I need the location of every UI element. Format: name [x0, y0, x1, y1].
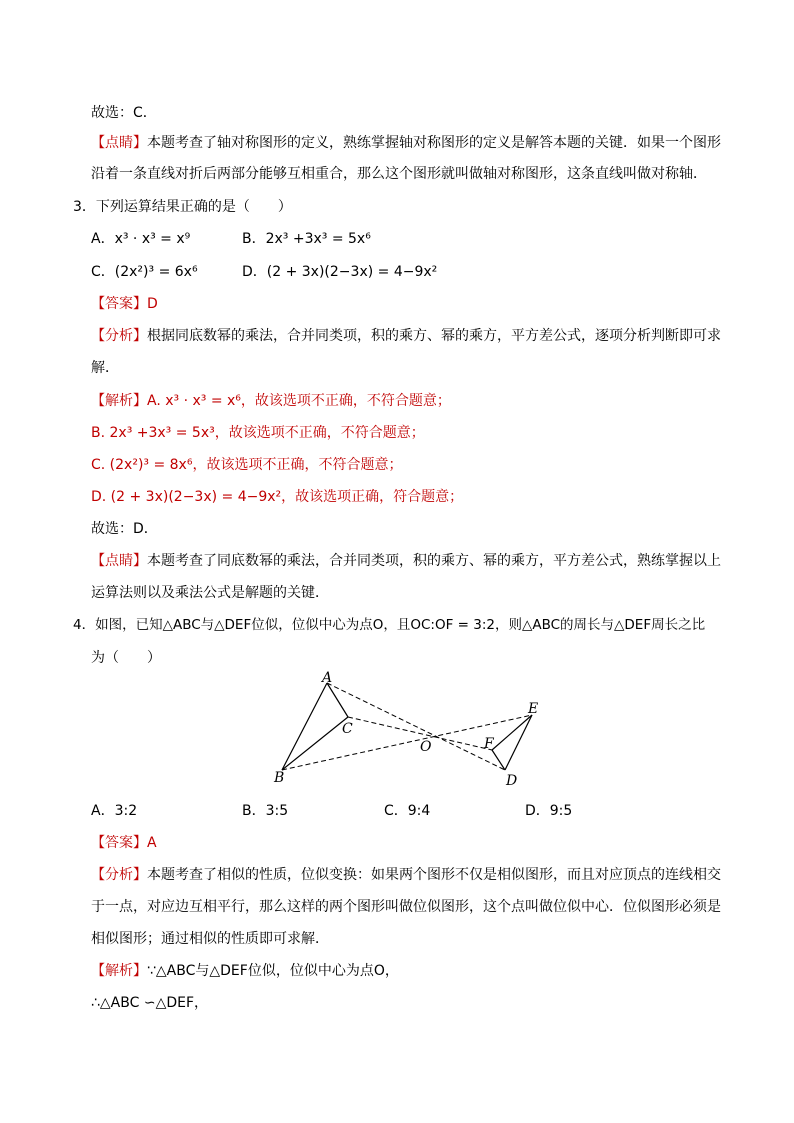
label-o: O [420, 739, 432, 755]
q3-tip-2: 运算法则以及乘法公式是解题的关键． [91, 585, 329, 601]
q4-solution-1: 【解析】∵△ABC与△DEF位似，位似中心为点O， [91, 963, 399, 979]
q3-option-c: C．(2x²)³ = 6x⁶ [91, 264, 198, 280]
segment-de [505, 715, 532, 770]
label-a: A [322, 670, 333, 686]
q3-solution-3: C. (2x²)³ = 8x⁶，故该选项不正确，不符合题意； [91, 457, 403, 473]
q3-tip-1: 【点睛】本题考查了同底数幂的乘法，合并同类项，积的乘方、幂的乘方，平方差公式，熟练掌握以上 [91, 553, 721, 569]
q3-choice: 故选：D． [91, 521, 158, 537]
q3-option-d: D．(2 + 3x)(2−3x) = 4−9x² [242, 264, 438, 280]
q4-option-b: B．3:5 [242, 803, 289, 819]
q3-answer: 【答案】D [91, 296, 158, 312]
segment-df [492, 750, 505, 770]
q4-solution-2: ∴△ABC ∽△DEF， [91, 995, 209, 1011]
q3-solution-4: D. (2 + 3x)(2−3x) = 4−9x²，故该选项正确，符合题意； [91, 489, 464, 505]
q4-answer: 【答案】A [91, 835, 157, 851]
previous-choice-line: 故选：C． [91, 105, 157, 121]
homothety-figure [260, 660, 560, 795]
q4-option-c: C．9:4 [384, 803, 431, 819]
segment-ab [282, 683, 327, 770]
q3-analysis-2: 解． [91, 360, 119, 376]
label-e: E [528, 701, 539, 717]
q4-analysis-1: 【分析】本题考查了相似的性质，位似变换：如果两个图形不仅是相似图形，而且对应顶点的连线相交 [91, 867, 721, 883]
previous-tip-line-2: 沿着一条直线对折后两部分能够互相重合，那么这个图形就叫做轴对称图形，这条直线叫做对称轴． [91, 166, 707, 182]
q3-solution-2: B. 2x³ +3x³ = 5x³，故该选项不正确，不符合题意； [91, 425, 425, 441]
q3-option-a: A．x³ · x³ = x⁹ [91, 231, 191, 247]
label-f: F [484, 736, 494, 752]
q4-analysis-3: 相似图形；通过相似的性质即可求解． [91, 931, 329, 947]
question-4-stem-1: 4．如图，已知△ABC与△DEF位似，位似中心为点O，且OC:OF = 3:2，则△ABC的周长与△DEF周长之比 [73, 617, 706, 633]
question-4-stem-2: 为（ ） [91, 650, 161, 666]
dashed-be [282, 715, 532, 770]
segment-ef [492, 715, 532, 750]
question-3-stem: 3．下列运算结果正确的是（ ） [73, 199, 292, 215]
q3-analysis-1: 【分析】根据同底数幂的乘法，合并同类项，积的乘方、幂的乘方，平方差公式，逐项分析判断即可求 [91, 328, 721, 344]
q4-option-a: A．3:2 [91, 803, 138, 819]
label-b: B [274, 770, 285, 786]
label-d: D [506, 773, 518, 789]
tip-tag: 【点睛】 [91, 135, 147, 151]
q3-option-b: B．2x³ +3x³ = 5x⁶ [242, 231, 371, 247]
previous-tip-line-1: 【点睛】本题考查了轴对称图形的定义，熟练掌握轴对称图形的定义是解答本题的关键．如果一个图形 [91, 135, 721, 151]
q4-option-d: D．9:5 [525, 803, 573, 819]
label-c: C [342, 721, 353, 737]
q4-analysis-2: 于一点，对应边互相平行，那么这样的两个图形叫做位似图形，这个点叫做位似中心．位似图形必须是 [91, 899, 721, 915]
segment-bc [282, 717, 348, 770]
q3-solution-1: 【解析】A. x³ · x³ = x⁶，故该选项不正确，不符合题意； [91, 393, 451, 409]
